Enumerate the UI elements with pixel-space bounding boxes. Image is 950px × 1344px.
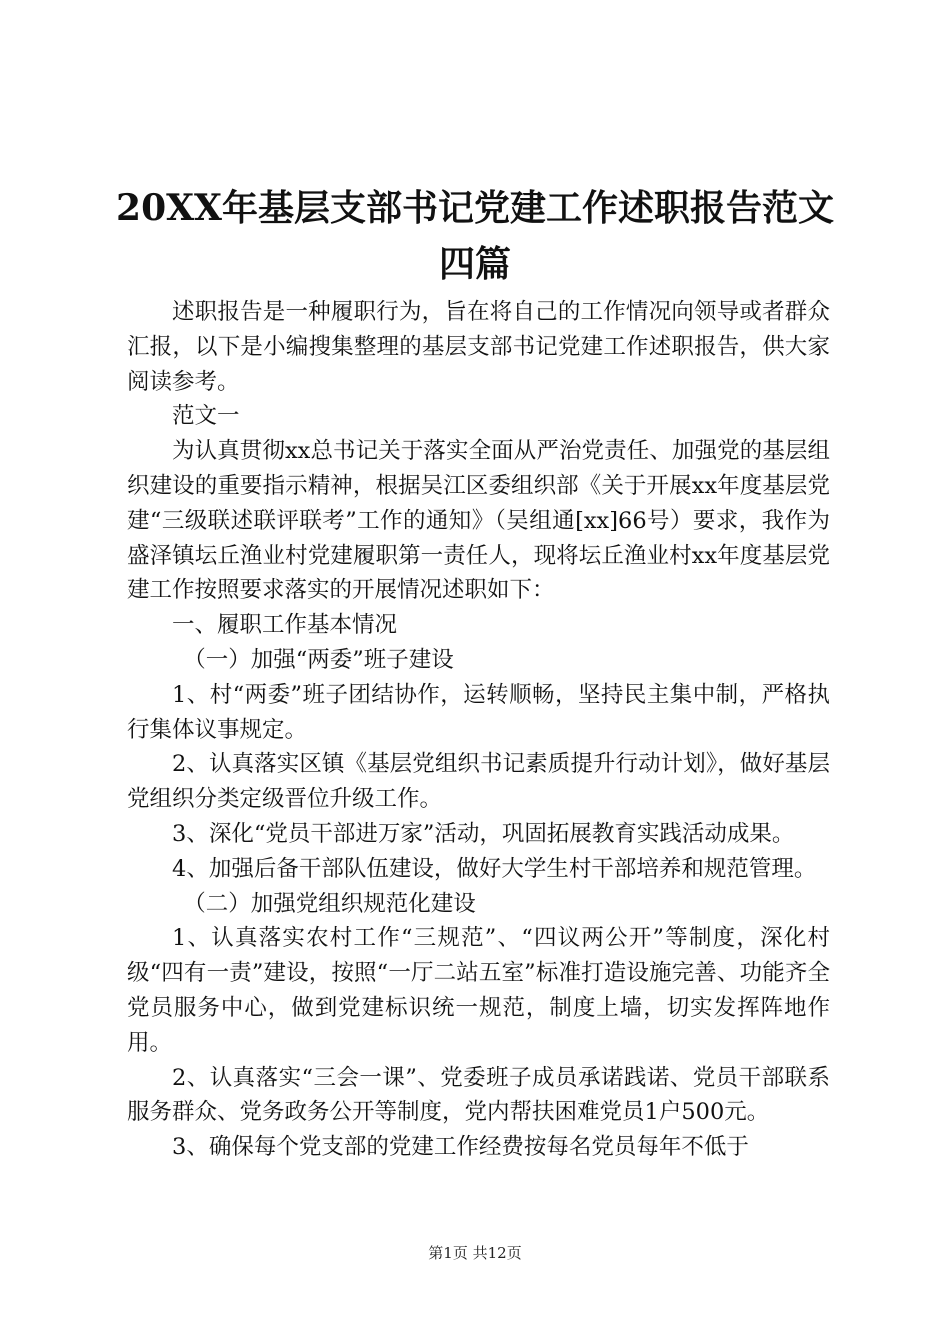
paragraph-item-2-1: 1、认真落实农村工作“三规范”、“四议两公开”等制度，深化村级“四有一责”建设，按照“一厅二站五室”标准打造设施完善、功能齐全党员服务中心，做到党建标识统一规范，制度上墙，切实发挥阵地作用。	[127, 925, 830, 1056]
paragraph-preamble: 为认真贯彻xx总书记关于落实全面从严治党责任、加强党的基层组织建设的重要指示精神，根据吴江区委组织部《关于开展xx年度基层党建“三级联述联评联考”工作的通知》（吴组通[xx]66号）要求，我作为盛泽镇坛丘渔业村党建履职第一责任人，现将坛丘渔业村xx年度基层党建工作按照要求落实的开展情况述职如下：	[127, 438, 830, 604]
paragraph-heading-sample-one: 范文一	[172, 403, 240, 430]
paragraph-item-2-2: 2、认真落实“三会一课”、党委班子成员承诺践诺、党员干部联系服务群众、党务政务公开等制度，党内帮扶困难党员1户500元。	[127, 1064, 830, 1126]
paragraph-item-2-3: 3、确保每个党支部的党建工作经费按每名党员每年不低于	[172, 1134, 749, 1161]
paragraph-item-1-1: 1、村“两委”班子团结协作，运转顺畅，坚持民主集中制，严格执行集体议事规定。	[127, 681, 830, 743]
paragraph-intro: 述职报告是一种履职行为，旨在将自己的工作情况向领导或者群众汇报，以下是小编搜集整理的基层支部书记党建工作述职报告，供大家阅读参考。	[127, 299, 830, 395]
paragraph-item-1-3: 3、深化“党员干部进万家”活动，巩固拓展教育实践活动成果。	[172, 820, 795, 847]
document-body	[127, 295, 830, 1165]
paragraph-item-1-2: 2、认真落实区镇《基层党组织书记素质提升行动计划》，做好基层党组织分类定级晋位升级工作。	[127, 751, 830, 813]
subsection-heading-1: （一）加强“两委”班子建设	[183, 646, 454, 673]
subsection-heading-2: （二）加强党组织规范化建设	[183, 890, 476, 917]
title-line-2: 四篇	[438, 243, 511, 285]
paragraph-item-1-4: 4、加强后备干部队伍建设，做好大学生村干部培养和规范管理。	[172, 855, 817, 882]
document-title	[110, 180, 840, 292]
title-line-1: 20XX年基层支部书记党建工作述职报告范文	[116, 187, 834, 229]
page-number-footer: 第1页 共12页	[428, 1244, 522, 1262]
section-heading-1: 一、履职工作基本情况	[172, 612, 398, 639]
